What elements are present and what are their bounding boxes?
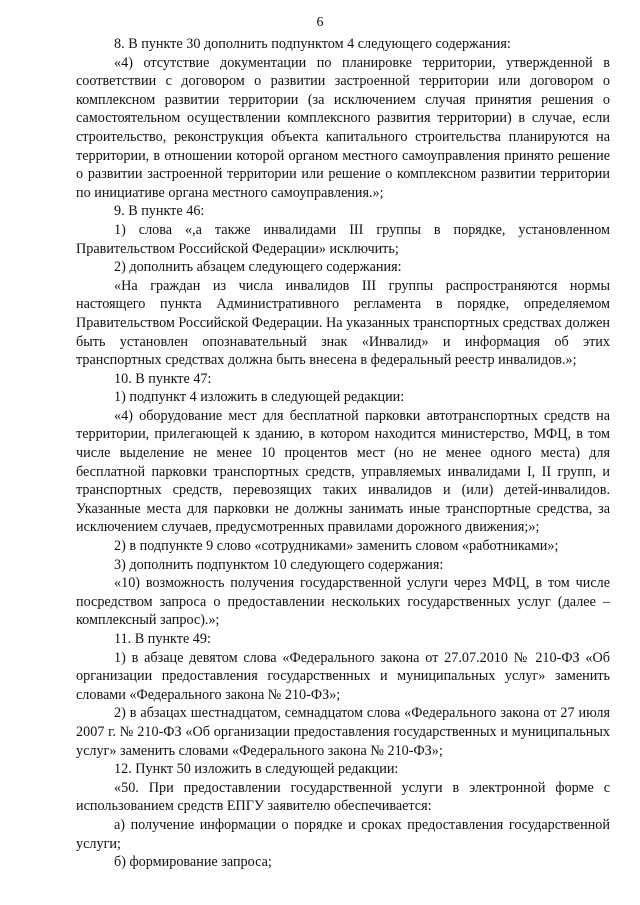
paragraph-quote-parking: «4) оборудование мест для бесплатной парковки автотранспортных средств на территории, прилегающей к зданию, в котором находится министерство, МФЦ, в том числе выделение не менее 10 процентов мест (но не менее одного места) для бесплатной парковки транспортных средств, управляемых инвалидами I, II групп, и транспортных средств, перевозящих таких инвалидов и (или) детей-инвалидов. Указанные места для парковки не должны занимать иные транспортные средства, за исключением случаев, предусмотренных правилами дорожного движения;»;	[76, 407, 610, 536]
paragraph-quote-mfc: «10) возможность получения государственной услуги через МФЦ, в том числе посредством запроса о предоставлении нескольких государственных услуг (далее – комплексный запрос).»;	[76, 575, 610, 629]
paragraph-item-9: 9. В пункте 46:	[114, 203, 205, 220]
paragraph-quote-subitem-4: «4) отсутствие документации по планировке территории, утвержденной в соответствии с договором о развитии застроенной территории или договором о комплексном развитии территории (за исключением случая принятия решения о самостоятельном осуществлении комплексного развития территории) в случае, если строительство, реконструкция объекта капитального строительства планируются на территории, в отношении которой органом местного самоуправления принято решение о развитии застроенной территории или решение о комплексном развитии территории по инициативе органа местного самоуправления.»;	[76, 54, 610, 201]
paragraph-item-10-1: 1) подпункт 4 изложить в следующей редакции:	[114, 389, 405, 406]
paragraph-item-9-1: 1) слова «,а также инвалидами III группы в порядке, установленном Правительством Российской Федерации» исключить;	[76, 221, 610, 257]
paragraph-item-11: 11. В пункте 49:	[114, 631, 211, 647]
paragraph-item-8: 8. В пункте 30 дополнить подпунктом 4 следующего содержания:	[114, 36, 511, 52]
paragraph-item-10-3: 3) дополнить подпунктом 10 следующего содержания:	[114, 556, 444, 573]
paragraph-item-10: 10. В пункте 47:	[114, 370, 212, 387]
paragraph-item-9-2: 2) дополнить абзацем следующего содержания:	[114, 259, 402, 276]
paragraph-subitem-a: а) получение информации о порядке и сроках предоставления государственной услуги;	[76, 816, 610, 852]
paragraph-item-11-1: 1) в абзаце девятом слова «Федерального закона от 27.07.2010 № 210-ФЗ «Об организации предоставления государственных и муниципальных услуг» заменить словами «Федерального закона № 210-ФЗ»;	[76, 649, 610, 703]
paragraph-item-10-2: 2) в подпункте 9 слово «сотрудниками» заменить словом «работниками»;	[114, 538, 559, 555]
paragraph-item-12: 12. Пункт 50 изложить в следующей редакции:	[114, 761, 399, 778]
paragraph-item-11-2: 2) в абзацах шестнадцатом, семнадцатом слова «Федерального закона от 27 июля 2007 г. № 210-ФЗ «Об организации предоставления государственных и муниципальных услуг» заменить словами «Федерального закона № 210-ФЗ»;	[76, 705, 610, 759]
page-number: 6	[316, 15, 324, 30]
paragraph-quote-item-50: «50. При предоставлении государственной услуги в электронной форме с использованием средств ЕПГУ заявителю обеспечивается:	[76, 779, 610, 815]
paragraph-subitem-b: б) формирование запроса;	[114, 854, 272, 871]
paragraph-quote-disabled-group-3: «На граждан из числа инвалидов III группы распространяются нормы настоящего пункта Административного регламента в порядке, определяемом Правительством Российской Федерации. На указанных транспортных средствах должен быть установлен опознавательный знак «Инвалид» и информация об этих транспортных средствах должна быть внесена в федеральный реестр инвалидов.»;	[76, 277, 610, 369]
document-body	[76, 35, 610, 872]
